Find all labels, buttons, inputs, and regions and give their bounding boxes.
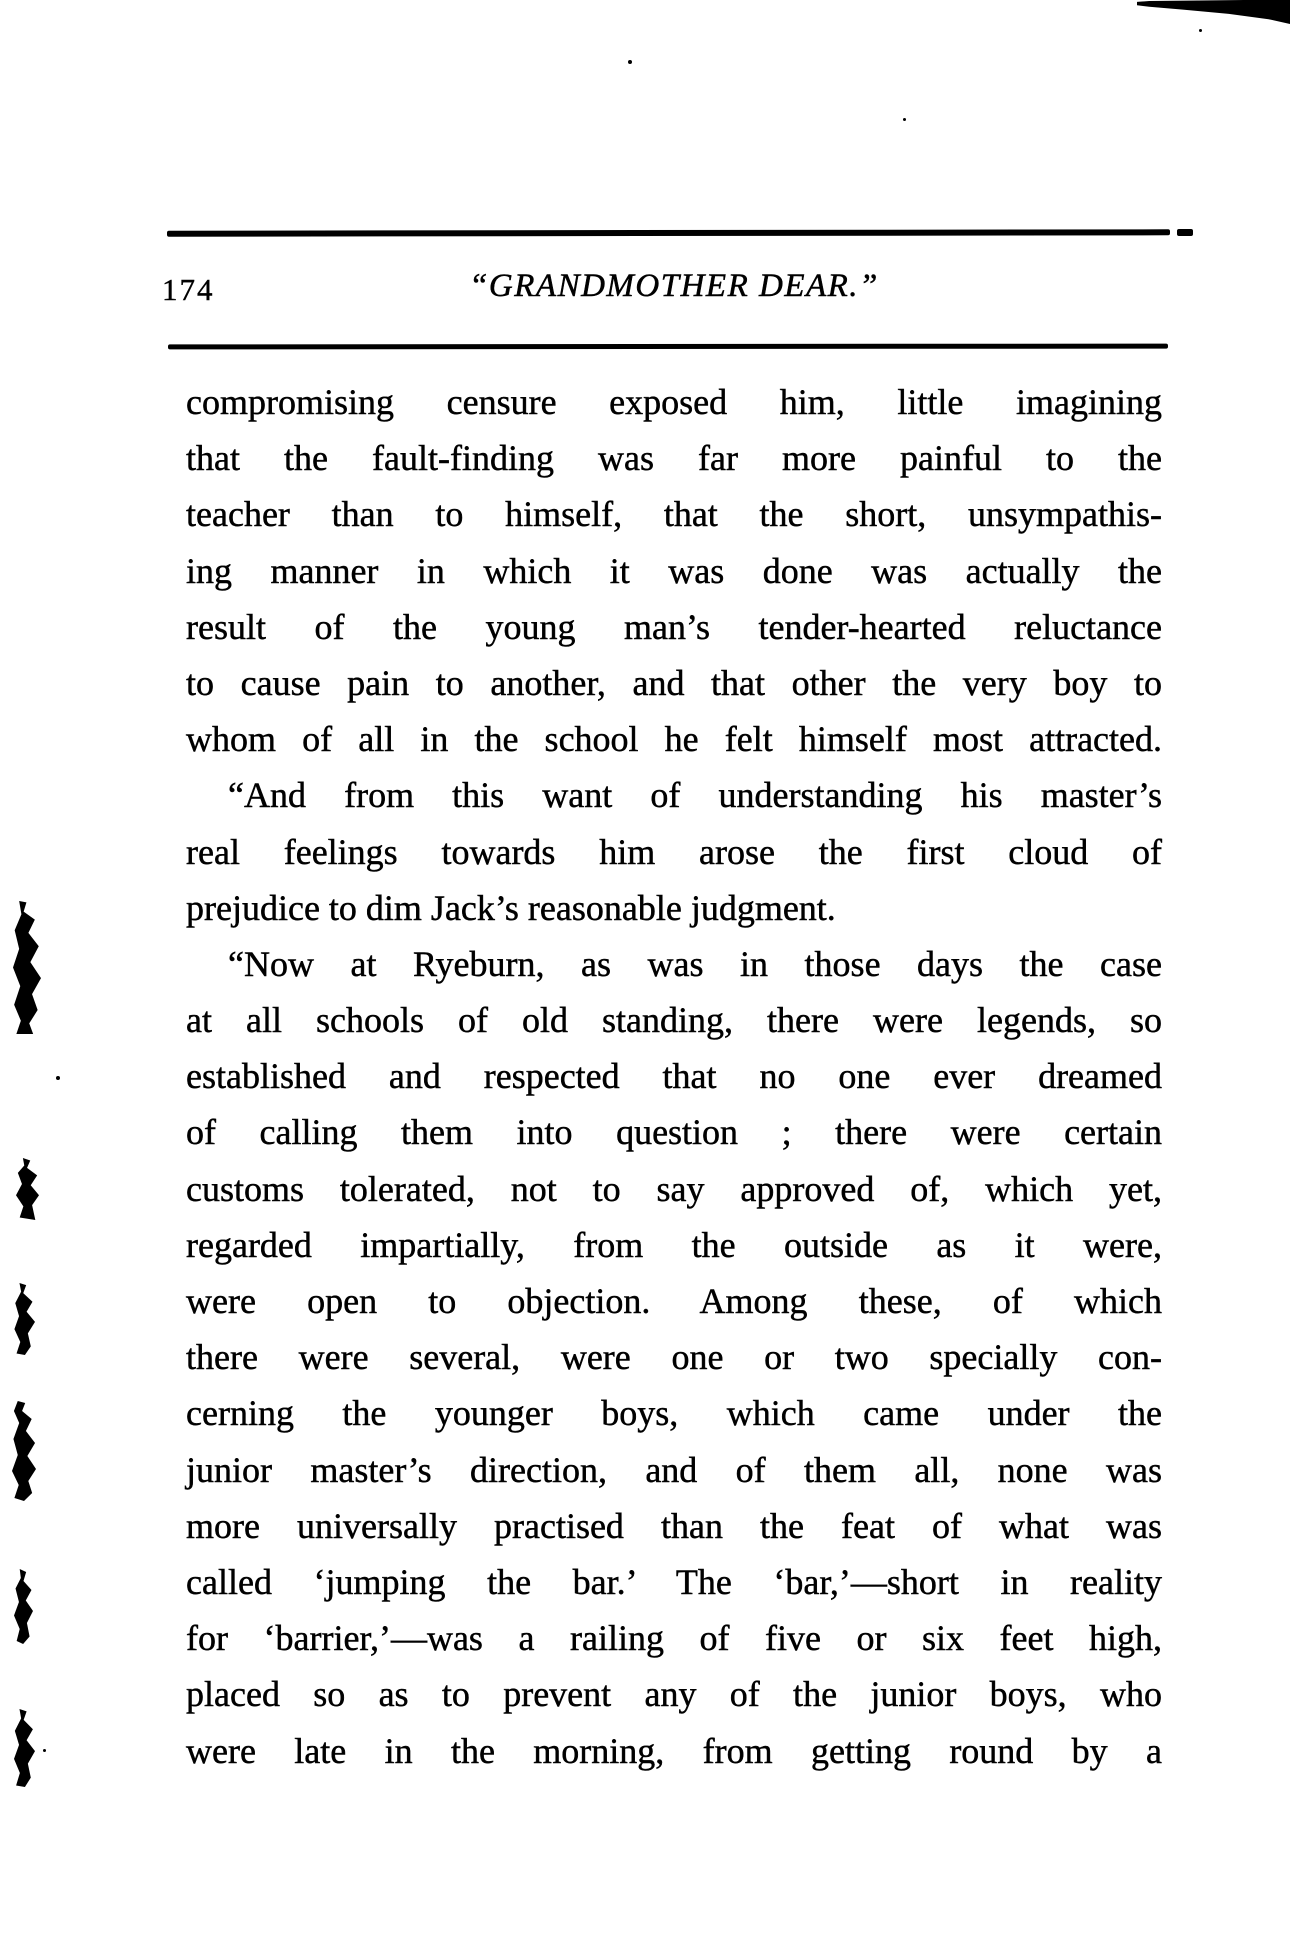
text-line: regarded impartially, from the outside as it were, [186,1224,1162,1265]
text-line: customs tolerated, not to say approved of, which yet, [186,1168,1162,1209]
binding-ink-mark [13,901,41,1034]
binding-ink-mark [16,1158,39,1220]
ink-speck [1199,29,1202,32]
running-header-title: “GRANDMOTHER DEAR.” [469,268,879,304]
header-rule-bottom [168,344,1168,350]
text-line: were late in the morning, from getting round by a [186,1730,1162,1771]
text-line: called ‘jumping the bar.’ The ‘bar,’—short in reality [186,1561,1162,1602]
text-line: junior master’s direction, and of them all, none was [186,1449,1162,1490]
ink-speck [903,118,906,121]
text-line: that the fault-finding was far more painful to the [186,438,1162,479]
text-line: “And from this want of understanding his master’s [228,775,1162,816]
text-line: more universally practised than the feat of what was [186,1505,1162,1546]
text-block [186,374,1162,1779]
text-line: for ‘barrier,’—was a railing of five or six feet high, [186,1618,1162,1659]
ink-speck [43,1749,46,1752]
header-rule-tick [1177,229,1193,236]
text-line: placed so as to prevent any of the junior boys, who [186,1674,1162,1715]
text-line: result of the young man’s tender-hearted reluctance [186,606,1162,647]
text-line: real feelings towards him arose the first cloud of [186,831,1162,872]
text-line: to cause pain to another, and that other the very boy to [186,662,1162,703]
text-line: prejudice to dim Jack’s reasonable judgment. [186,887,836,928]
text-line: cerning the younger boys, which came under the [186,1393,1162,1434]
text-line: established and respected that no one ever dreamed [186,1056,1162,1097]
text-line: of calling them into question ; there were certain [186,1112,1162,1153]
text-line: at all schools of old standing, there were legends, so [186,1000,1162,1041]
ink-speck [56,1076,60,1080]
text-line: there were several, were one or two specially con- [186,1337,1162,1378]
binding-ink-mark [12,1401,36,1501]
page-corner-fold-mark [1137,0,1290,24]
text-line: ing manner in which it was done was actually the [186,550,1162,591]
text-line: teacher than to himself, that the short, unsympathis- [186,494,1162,535]
binding-ink-mark [14,1283,35,1355]
binding-ink-mark [14,1569,33,1644]
page-number: 174 [162,272,215,307]
text-line: were open to objection. Among these, of which [186,1281,1162,1321]
ink-speck [628,60,632,64]
header-rule-top [167,229,1170,236]
text-line: compromising censure exposed him, little imagining [186,382,1162,422]
binding-ink-mark [14,1709,35,1787]
text-line: whom of all in the school he felt himself most attracted. [186,719,1162,760]
text-line: “Now at Ryeburn, as was in those days the case [228,943,1162,984]
